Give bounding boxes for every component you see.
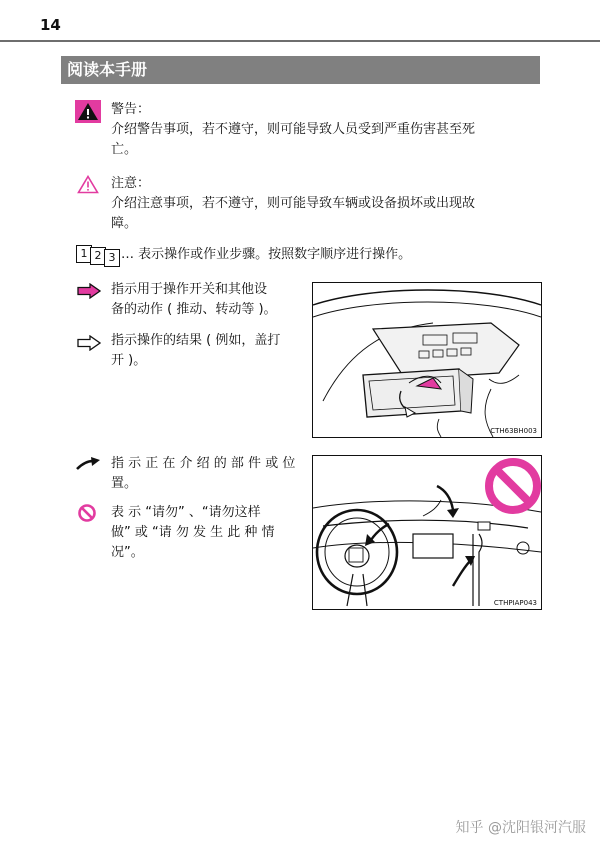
page-number: 14: [40, 16, 61, 34]
warning-line-1: 介绍警告事项，若不遵守，则可能导致人员受到严重伤害甚至死: [111, 122, 476, 137]
caution-line-2: 障。: [111, 216, 138, 231]
section-title: 阅读本手册: [61, 56, 540, 84]
component-arrow-icon: [75, 457, 101, 471]
step-numbers-icon: [76, 245, 124, 265]
action-arrow-icon: [77, 283, 101, 299]
component-arrow-text: [111, 454, 295, 494]
dashboard-illustration: [313, 456, 541, 609]
prohibition-text: [111, 503, 275, 563]
watermark: 知乎 @沈阳银河汽服: [455, 820, 586, 836]
prohibition-line-3: 况”。: [111, 545, 144, 560]
prohibition-icon: [77, 503, 97, 523]
caution-icon: [77, 175, 99, 194]
result-arrow-line-2: 开 )。: [111, 353, 147, 368]
dashboard-figure: [312, 455, 542, 610]
action-arrow-text: [111, 280, 277, 320]
warning-line-2: 亡。: [111, 142, 138, 157]
steps-text: … 表示操作或作业步骤。按照数字顺序进行操作。: [121, 247, 412, 262]
header-rule: [0, 40, 600, 42]
warning-icon: [75, 100, 101, 123]
caution-line-1: 介绍注意事项，若不遵守，则可能导致车辆或设备损坏或出现故: [111, 196, 476, 211]
result-arrow-line-1: 指示操作的结果 ( 例如，盖打: [111, 333, 281, 348]
prohibition-line-2: 做” 或 “请 勿 发 生 此 种 情: [111, 525, 275, 540]
overhead-console-illustration: [313, 283, 541, 437]
figure1-code: CTH63BH003: [490, 427, 537, 435]
step-digit-1: 1: [76, 245, 92, 263]
action-arrow-line-1: 指示用于操作开关和其他设: [111, 282, 268, 297]
component-arrow-line-2: 置。: [111, 476, 138, 491]
warning-block: [111, 100, 475, 160]
result-arrow-text: [111, 331, 280, 371]
result-arrow-icon: [77, 335, 101, 351]
warning-title: 警告：: [111, 102, 151, 117]
figure2-code: CTHPIAP043: [493, 599, 537, 607]
step-digit-2: 2: [90, 247, 106, 265]
component-arrow-line-1: 指 示 正 在 介 绍 的 部 件 或 位: [111, 456, 296, 471]
step-digit-3: 3: [104, 249, 120, 267]
caution-block: [111, 174, 475, 234]
caution-title: 注意：: [111, 176, 151, 191]
action-arrow-line-2: 备的动作 ( 推动、转动等 )。: [111, 302, 277, 317]
overhead-console-figure: [312, 282, 542, 438]
prohibition-line-1: 表 示 “请勿” 、“请勿这样: [111, 505, 261, 520]
